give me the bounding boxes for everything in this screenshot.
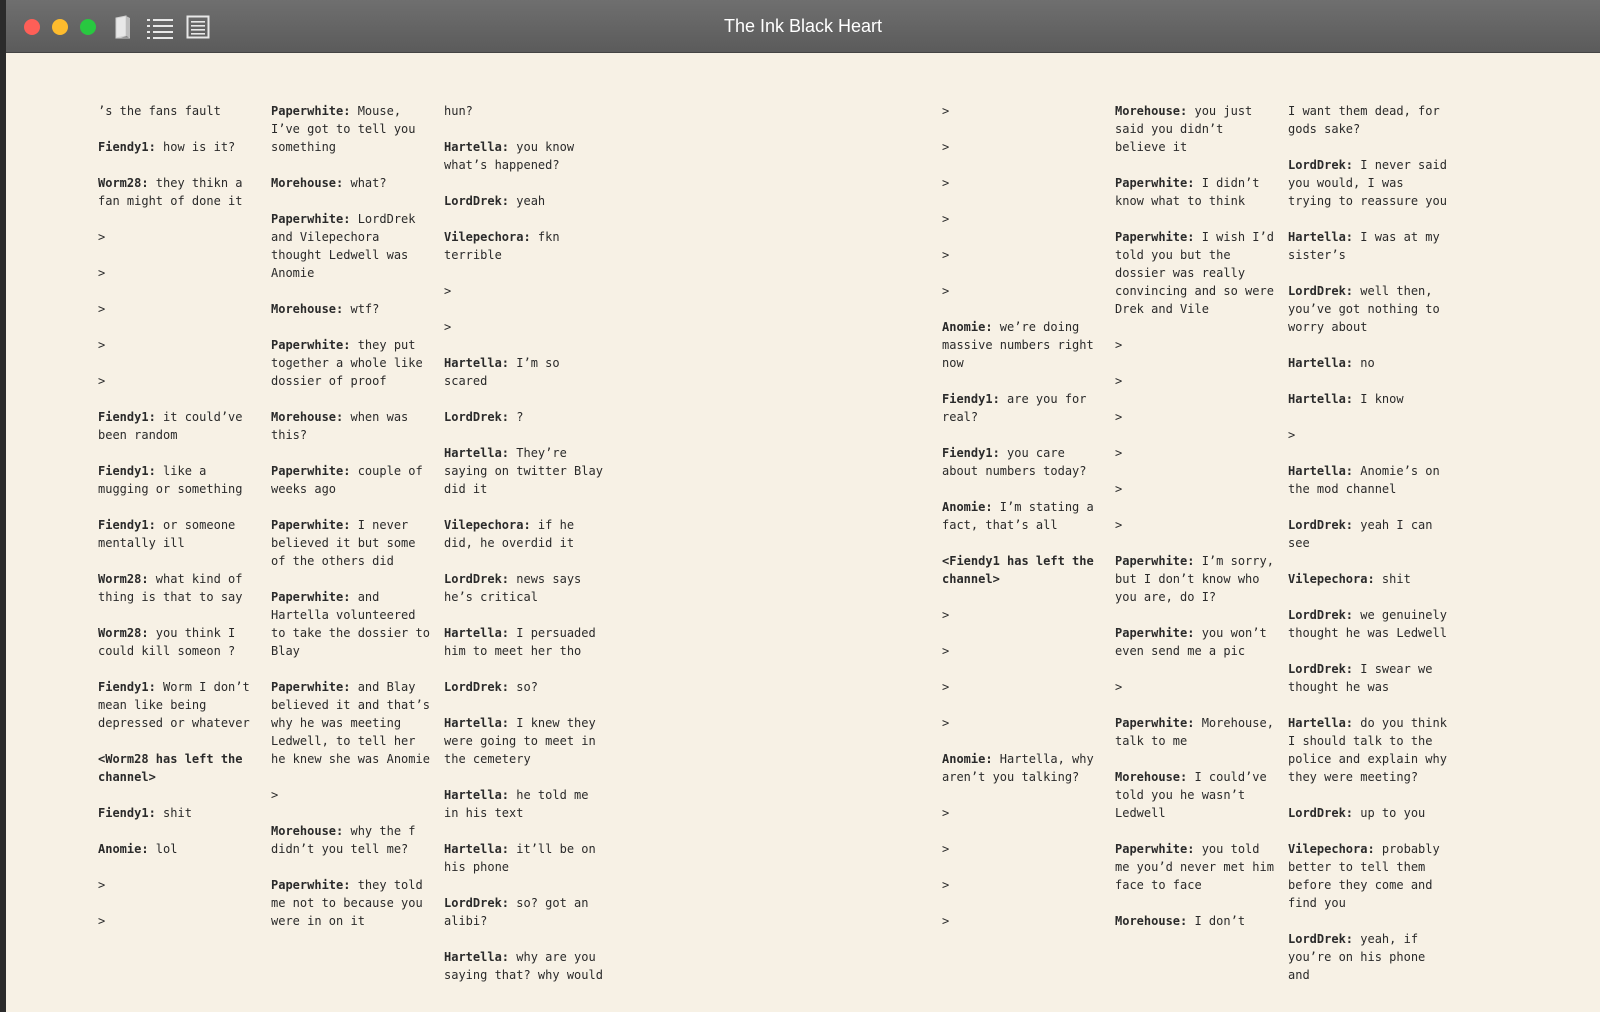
chat-message: [98, 624, 260, 660]
message-text: yeah I can see: [1288, 518, 1440, 550]
message-text: LordDrek and Vilepechora thought Ledwell was Anomie: [271, 212, 423, 280]
message-text: well then, you’ve got nothing to worry about: [1288, 284, 1447, 334]
message-text: I swear we thought he was: [1288, 662, 1440, 694]
message-text: >: [942, 716, 950, 730]
message-text: >: [444, 320, 452, 334]
message-text: they told me not to because you were in on it: [271, 878, 430, 928]
speaker-name: LordDrek:: [444, 410, 510, 424]
chat-message: [444, 678, 606, 696]
message-text: or someone mentally ill: [98, 518, 243, 550]
chat-message: [942, 390, 1104, 426]
message-text: why the f didn’t you tell me?: [271, 824, 423, 856]
chat-message: [1115, 624, 1277, 660]
message-text: I’m stating a fact, that’s all: [942, 500, 1101, 532]
message-text: so?: [509, 680, 538, 694]
message-text: >: [942, 842, 950, 856]
speaker-name: Hartella:: [1288, 356, 1354, 370]
message-text: Morehouse, talk to me: [1115, 716, 1282, 748]
chat-message: [271, 336, 433, 390]
chat-message: [444, 192, 606, 210]
message-text: >: [1115, 374, 1123, 388]
chat-message: [1288, 660, 1450, 696]
speaker-name: LordDrek:: [1288, 662, 1354, 676]
chat-message: [1115, 228, 1282, 318]
chat-message: [1115, 768, 1277, 822]
speaker-name: Vilepechora:: [1288, 572, 1375, 586]
chat-message: [444, 948, 606, 984]
speaker-name: Hartella:: [444, 446, 510, 460]
chat-message: [444, 714, 606, 768]
chat-message: [1115, 840, 1282, 894]
message-text: >: [942, 284, 950, 298]
chat-message: [444, 624, 606, 660]
speaker-name: Morehouse:: [271, 824, 344, 838]
chat-message: [942, 210, 1104, 228]
message-text: >: [444, 284, 452, 298]
speaker-name: Fiendy1:: [98, 140, 156, 154]
chat-message: [1288, 570, 1450, 588]
message-text: >: [98, 266, 106, 280]
chat-message: [1288, 354, 1450, 372]
chat-message: [98, 264, 260, 282]
chat-message: [98, 462, 260, 498]
chat-message: [942, 804, 1104, 822]
chat-message: [942, 246, 1104, 264]
chat-message: [1115, 444, 1277, 462]
chat-message: [942, 606, 1104, 624]
chat-message: [271, 516, 433, 570]
message-text: if he did, he overdid it: [444, 518, 582, 550]
speaker-name: LordDrek:: [444, 896, 510, 910]
message-text: couple of weeks ago: [271, 464, 430, 496]
speaker-name: Vilepechora:: [444, 230, 531, 244]
chat-message: [98, 372, 260, 390]
speaker-name: Paperwhite:: [271, 338, 351, 352]
chat-message: [1288, 282, 1450, 336]
speaker-name: Morehouse:: [271, 410, 344, 424]
message-text: lol: [148, 842, 178, 856]
message-text: I never said you would, I was trying to reassure you: [1288, 158, 1455, 208]
speaker-name: Paperwhite:: [1115, 716, 1195, 730]
speaker-name: Fiendy1:: [942, 392, 1000, 406]
message-text: I’m sorry, but I don’t know who you are, do I?: [1115, 554, 1282, 604]
speaker-name: Vilepechora:: [444, 518, 531, 532]
message-text: hun?: [444, 104, 473, 118]
text-column-1: [98, 102, 260, 948]
chat-message: [942, 552, 1104, 588]
title-bar: [6, 0, 1600, 53]
chat-message: [1288, 516, 1450, 552]
message-text: >: [1288, 428, 1296, 442]
message-text: and Blay believed it and that’s why he was meeting Ledwell, to tell her he knew she was Anomie: [271, 680, 438, 766]
speaker-name: Hartella:: [1288, 464, 1354, 478]
speaker-name: Hartella:: [444, 716, 510, 730]
message-text: and Hartella volunteered to take the dossier to Blay: [271, 590, 438, 658]
chat-message: [1115, 552, 1282, 606]
chat-message: [444, 894, 606, 930]
chat-message: [98, 840, 260, 858]
chat-message: [942, 282, 1104, 300]
message-text: you know what’s happened?: [444, 140, 582, 172]
chat-message: [98, 138, 260, 156]
message-text: They’re saying on twitter Blay did it: [444, 446, 611, 496]
message-text: Mouse, I’ve got to tell you something: [271, 104, 423, 154]
speaker-name: LordDrek:: [1288, 158, 1354, 172]
chat-message: [1115, 912, 1277, 930]
chat-message: [942, 714, 1104, 732]
message-text: >: [942, 176, 950, 190]
message-text: are you for real?: [942, 392, 1094, 424]
message-text: >: [98, 230, 106, 244]
speaker-name: Fiendy1:: [98, 410, 156, 424]
speaker-name: Paperwhite:: [271, 680, 351, 694]
chat-message: [942, 138, 1104, 156]
message-text: I don’t: [1187, 914, 1246, 928]
chat-message: [444, 408, 606, 426]
speaker-name: Hartella:: [1288, 716, 1354, 730]
speaker-name: Morehouse:: [1115, 914, 1188, 928]
message-text: I didn’t know what to think: [1115, 176, 1267, 208]
message-text: they put together a whole like dossier of proof: [271, 338, 430, 388]
chat-message: [271, 822, 433, 858]
speaker-name: Morehouse:: [1115, 104, 1188, 118]
message-text: ?: [509, 410, 524, 424]
speaker-name: Fiendy1:: [98, 518, 156, 532]
speaker-name: Fiendy1:: [98, 464, 156, 478]
text-column-3: [444, 102, 611, 1002]
message-text: >: [98, 914, 106, 928]
speaker-name: Paperwhite:: [271, 104, 351, 118]
speaker-name: LordDrek:: [444, 572, 510, 586]
message-text: up to you: [1353, 806, 1426, 820]
message-text: >: [271, 788, 279, 802]
text-column-5: [1115, 102, 1282, 948]
message-text: I persuaded him to meet her tho: [444, 626, 603, 658]
speaker-name: LordDrek:: [1288, 806, 1354, 820]
message-text: Hartella, why aren’t you talking?: [942, 752, 1101, 784]
chat-message: [98, 876, 260, 894]
chat-message: [1288, 228, 1450, 264]
message-text: >: [1115, 518, 1123, 532]
message-text: yeah: [509, 194, 546, 208]
message-text: no: [1353, 356, 1375, 370]
chat-message: [444, 354, 606, 390]
chat-message: [1115, 102, 1277, 156]
chat-message: [271, 102, 433, 156]
speaker-name: Paperwhite:: [1115, 176, 1195, 190]
chat-message: [98, 408, 260, 444]
chat-message: [1288, 840, 1450, 912]
message-text: ’s the fans fault: [98, 104, 221, 118]
chat-message: [271, 300, 433, 318]
reader-window: [6, 0, 1600, 1012]
chat-message: [444, 840, 606, 876]
speaker-name: Paperwhite:: [271, 212, 351, 226]
speaker-name: LordDrek:: [1288, 932, 1354, 946]
speaker-name: Hartella:: [444, 950, 510, 964]
message-text: why are you saying that? why would: [444, 950, 603, 982]
chat-message: [942, 876, 1104, 894]
chat-message: [444, 444, 611, 498]
message-text: >: [942, 680, 950, 694]
book-page: [6, 52, 1600, 1012]
message-text: I’m so scared: [444, 356, 567, 388]
message-text: we genuinely thought he was Ledwell: [1288, 608, 1455, 640]
message-text: I know: [1353, 392, 1404, 406]
speaker-name: Worm28:: [98, 626, 149, 640]
message-text: he told me in his text: [444, 788, 596, 820]
chat-message: [444, 228, 606, 264]
message-text: so? got an alibi?: [444, 896, 596, 928]
chat-message: [1288, 606, 1455, 642]
message-text: >: [1115, 680, 1123, 694]
chat-message: [1288, 102, 1450, 138]
speaker-name: Anomie:: [942, 320, 993, 334]
message-text: >: [1115, 482, 1123, 496]
message-text: >: [1115, 446, 1123, 460]
system-message: <Fiendy1 has left the channel>: [942, 554, 1094, 586]
message-text: probably better to tell them before they come and find you: [1288, 842, 1447, 910]
chat-message: [942, 102, 1104, 120]
chat-message: [942, 750, 1104, 786]
message-text: yeah, if you’re on his phone and: [1288, 932, 1433, 982]
message-text: >: [942, 104, 950, 118]
message-text: >: [942, 608, 950, 622]
chat-message: [1288, 426, 1450, 444]
message-text: Anomie’s on the mod channel: [1288, 464, 1447, 496]
chat-message: [98, 678, 260, 732]
chat-message: [98, 336, 260, 354]
speaker-name: Hartella:: [1288, 230, 1354, 244]
chat-message: [271, 408, 433, 444]
speaker-name: LordDrek:: [1288, 608, 1354, 622]
message-text: wtf?: [343, 302, 380, 316]
message-text: >: [942, 248, 950, 262]
speaker-name: Vilepechora:: [1288, 842, 1375, 856]
speaker-name: Paperwhite:: [1115, 230, 1195, 244]
chat-message: [1115, 372, 1277, 390]
chat-message: [98, 804, 260, 822]
message-text: >: [98, 302, 106, 316]
chat-message: [1115, 516, 1277, 534]
message-text: like a mugging or something: [98, 464, 243, 496]
text-column-4: [942, 102, 1104, 948]
message-text: you won’t even send me a pic: [1115, 626, 1274, 658]
chat-message: [1115, 174, 1277, 210]
message-text: I could’ve told you he wasn’t Ledwell: [1115, 770, 1274, 820]
speaker-name: Hartella:: [444, 788, 510, 802]
chat-message: [98, 102, 260, 120]
speaker-name: LordDrek:: [444, 194, 510, 208]
speaker-name: Fiendy1:: [98, 806, 156, 820]
chat-message: [98, 570, 260, 606]
speaker-name: Hartella:: [444, 842, 510, 856]
chat-message: [98, 750, 260, 786]
message-text: you think I could kill someon ?: [98, 626, 243, 658]
speaker-name: Worm28:: [98, 176, 149, 190]
message-text: news says he’s critical: [444, 572, 589, 604]
chat-message: [98, 174, 260, 210]
message-text: Worm I don’t mean like being depressed or whatever: [98, 680, 257, 730]
speaker-name: Paperwhite:: [1115, 626, 1195, 640]
chat-message: [1288, 714, 1455, 786]
chat-message: [1288, 462, 1450, 498]
chat-message: [271, 210, 433, 282]
message-text: >: [942, 806, 950, 820]
speaker-name: Anomie:: [942, 752, 993, 766]
message-text: I was at my sister’s: [1288, 230, 1447, 262]
chat-message: [942, 498, 1104, 534]
chat-message: [1288, 930, 1450, 984]
message-text: I never believed it but some of the others did: [271, 518, 423, 568]
chat-message: [942, 444, 1104, 480]
chat-message: [942, 318, 1104, 372]
message-text: how is it?: [155, 140, 236, 154]
text-column-6: [1288, 102, 1455, 1002]
message-text: do you think I should talk to the police and explain why they were meeting?: [1288, 716, 1455, 784]
chat-message: [1115, 714, 1282, 750]
message-text: >: [98, 338, 106, 352]
speaker-name: Paperwhite:: [271, 464, 351, 478]
chat-message: [1115, 336, 1277, 354]
speaker-name: Paperwhite:: [271, 518, 351, 532]
chat-message: [271, 174, 433, 192]
message-text: you told me you’d never met him face to face: [1115, 842, 1282, 892]
message-text: you care about numbers today?: [942, 446, 1087, 478]
chat-message: [98, 912, 260, 930]
message-text: you just said you didn’t believe it: [1115, 104, 1260, 154]
chat-message: [942, 678, 1104, 696]
message-text: >: [942, 878, 950, 892]
message-text: >: [942, 212, 950, 226]
chat-message: [1288, 156, 1455, 210]
chat-message: [444, 102, 606, 120]
speaker-name: Worm28:: [98, 572, 149, 586]
speaker-name: LordDrek:: [444, 680, 510, 694]
speaker-name: Hartella:: [444, 626, 510, 640]
chat-message: [98, 300, 260, 318]
message-text: I wish I’d told you but the dossier was really convincing and so were Drek and Vile: [1115, 230, 1282, 316]
speaker-name: Paperwhite:: [271, 878, 351, 892]
chat-message: [444, 570, 606, 606]
system-message: <Worm28 has left the channel>: [98, 752, 243, 784]
chat-message: [271, 462, 433, 498]
chat-message: [271, 876, 433, 930]
message-text: they thikn a fan might of done it: [98, 176, 250, 208]
message-text: >: [942, 914, 950, 928]
chat-message: [1115, 678, 1277, 696]
chat-message: [444, 318, 606, 336]
speaker-name: Morehouse:: [271, 302, 344, 316]
message-text: shit: [1374, 572, 1411, 586]
message-text: I want them dead, for gods sake?: [1288, 104, 1447, 136]
speaker-name: Anomie:: [98, 842, 149, 856]
message-text: I knew they were going to meet in the cemetery: [444, 716, 603, 766]
message-text: when was this?: [271, 410, 416, 442]
message-text: it’ll be on his phone: [444, 842, 603, 874]
message-text: >: [942, 644, 950, 658]
speaker-name: Paperwhite:: [1115, 842, 1195, 856]
chat-message: [1115, 408, 1277, 426]
message-text: we’re doing massive numbers right now: [942, 320, 1101, 370]
chat-message: [942, 840, 1104, 858]
message-text: >: [98, 878, 106, 892]
chat-message: [444, 138, 606, 174]
speaker-name: Paperwhite:: [271, 590, 351, 604]
message-text: >: [942, 140, 950, 154]
speaker-name: Morehouse:: [271, 176, 344, 190]
speaker-name: LordDrek:: [1288, 518, 1354, 532]
message-text: it could’ve been random: [98, 410, 250, 442]
chat-message: [271, 588, 438, 660]
speaker-name: Hartella:: [1288, 392, 1354, 406]
message-text: what kind of thing is that to say: [98, 572, 250, 604]
chat-message: [444, 516, 606, 552]
chat-message: [98, 516, 260, 552]
message-text: >: [1115, 410, 1123, 424]
speaker-name: Hartella:: [444, 140, 510, 154]
speaker-name: Hartella:: [444, 356, 510, 370]
message-text: what?: [343, 176, 387, 190]
message-text: >: [98, 374, 106, 388]
speaker-name: Fiendy1:: [98, 680, 156, 694]
speaker-name: Fiendy1:: [942, 446, 1000, 460]
chat-message: [98, 228, 260, 246]
chat-message: [1115, 480, 1277, 498]
chat-message: [942, 912, 1104, 930]
chat-message: [1288, 804, 1450, 822]
chat-message: [444, 786, 606, 822]
text-column-2: [271, 102, 438, 948]
chat-message: [1288, 390, 1450, 408]
chat-message: [942, 174, 1104, 192]
message-text: >: [1115, 338, 1123, 352]
message-text: fkn terrible: [444, 230, 567, 262]
speaker-name: Anomie:: [942, 500, 993, 514]
chat-message: [444, 282, 606, 300]
speaker-name: LordDrek:: [1288, 284, 1354, 298]
speaker-name: Paperwhite:: [1115, 554, 1195, 568]
chat-message: [271, 678, 438, 768]
window-title: The Ink Black Heart: [723, 16, 883, 36]
speaker-name: Morehouse:: [1115, 770, 1188, 784]
chat-message: [271, 786, 433, 804]
chat-message: [942, 642, 1104, 660]
message-text: shit: [155, 806, 192, 820]
